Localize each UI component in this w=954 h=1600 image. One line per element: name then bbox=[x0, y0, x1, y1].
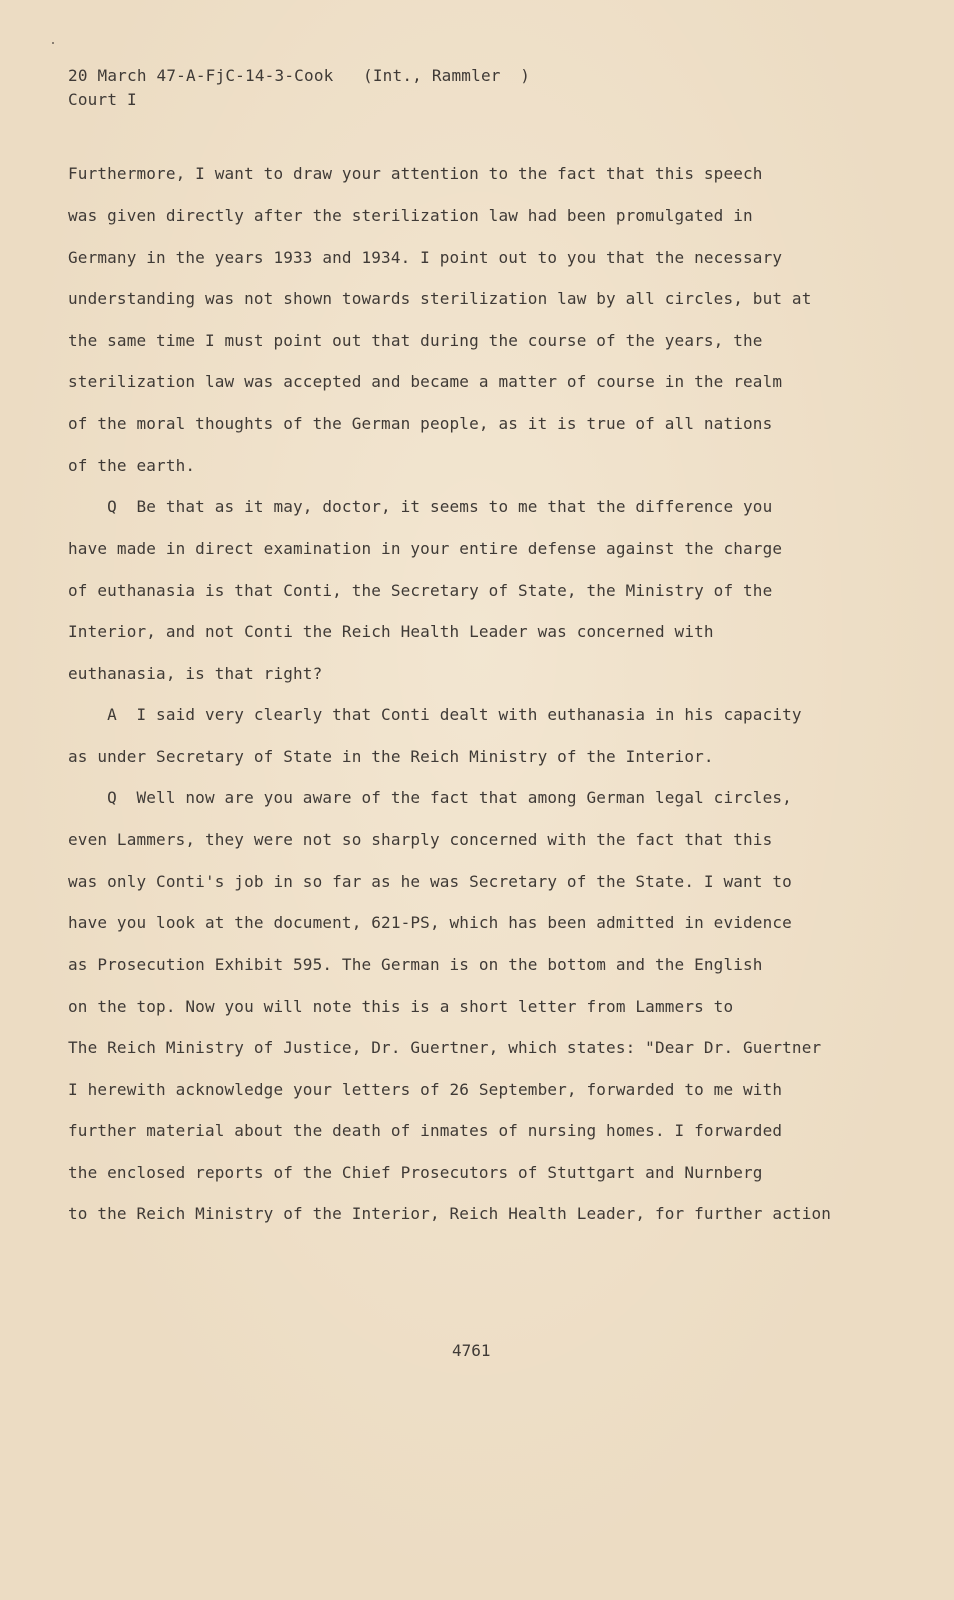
text-line: euthanasia, is that right? bbox=[68, 664, 323, 683]
text-line: of the earth. bbox=[68, 456, 196, 475]
text-line: the enclosed reports of the Chief Prosecutors of Stuttgart and Nurnberg bbox=[68, 1163, 763, 1182]
text-line: was given directly after the sterilization law had been promulgated in bbox=[68, 206, 753, 225]
text-line: of euthanasia is that Conti, the Secretary of State, the Ministry of the bbox=[68, 581, 773, 600]
text-line: Germany in the years 1933 and 1934. I point out to you that the necessary bbox=[68, 248, 783, 267]
text-line: I herewith acknowledge your letters of 26 September, forwarded to me with bbox=[68, 1080, 783, 1099]
header-court-line: Court I bbox=[68, 90, 137, 109]
text-line: understanding was not shown towards sterilization law by all circles, but at bbox=[68, 289, 812, 308]
text-line: as Prosecution Exhibit 595. The German is on the bottom and the English bbox=[68, 955, 763, 974]
text-line: further material about the death of inmates of nursing homes. I forwarded bbox=[68, 1121, 783, 1140]
text-line: sterilization law was accepted and became a matter of course in the realm bbox=[68, 372, 783, 391]
text-line: on the top. Now you will note this is a short letter from Lammers to bbox=[68, 997, 734, 1016]
text-line: Interior, and not Conti the Reich Health Leader was concerned with bbox=[68, 622, 714, 641]
text-line: even Lammers, they were not so sharply concerned with the fact that this bbox=[68, 830, 773, 849]
text-line: of the moral thoughts of the German people, as it is true of all nations bbox=[68, 414, 773, 433]
text-line: Furthermore, I want to draw your attention to the fact that this speech bbox=[68, 164, 763, 183]
text-line: Q Be that as it may, doctor, it seems to me that the difference you bbox=[68, 497, 773, 516]
text-line: as under Secretary of State in the Reich Ministry of the Interior. bbox=[68, 747, 714, 766]
page-number: 4761 bbox=[452, 1341, 491, 1360]
paper-speck bbox=[52, 42, 54, 44]
text-line: The Reich Ministry of Justice, Dr. Guertner, which states: "Dear Dr. Guertner bbox=[68, 1038, 822, 1057]
text-line: to the Reich Ministry of the Interior, Reich Health Leader, for further action bbox=[68, 1204, 832, 1223]
text-line: have made in direct examination in your entire defense against the charge bbox=[68, 539, 783, 558]
text-line: the same time I must point out that during the course of the years, the bbox=[68, 331, 763, 350]
text-line: have you look at the document, 621-PS, which has been admitted in evidence bbox=[68, 913, 792, 932]
text-line: was only Conti's job in so far as he was Secretary of the State. I want to bbox=[68, 872, 792, 891]
header-session-line: 20 March 47-A-FjC-14-3-Cook (Int., Rammler ) bbox=[68, 66, 531, 85]
text-line: Q Well now are you aware of the fact that among German legal circles, bbox=[68, 788, 792, 807]
text-line: A I said very clearly that Conti dealt with euthanasia in his capacity bbox=[68, 705, 802, 724]
document-header bbox=[68, 64, 530, 112]
